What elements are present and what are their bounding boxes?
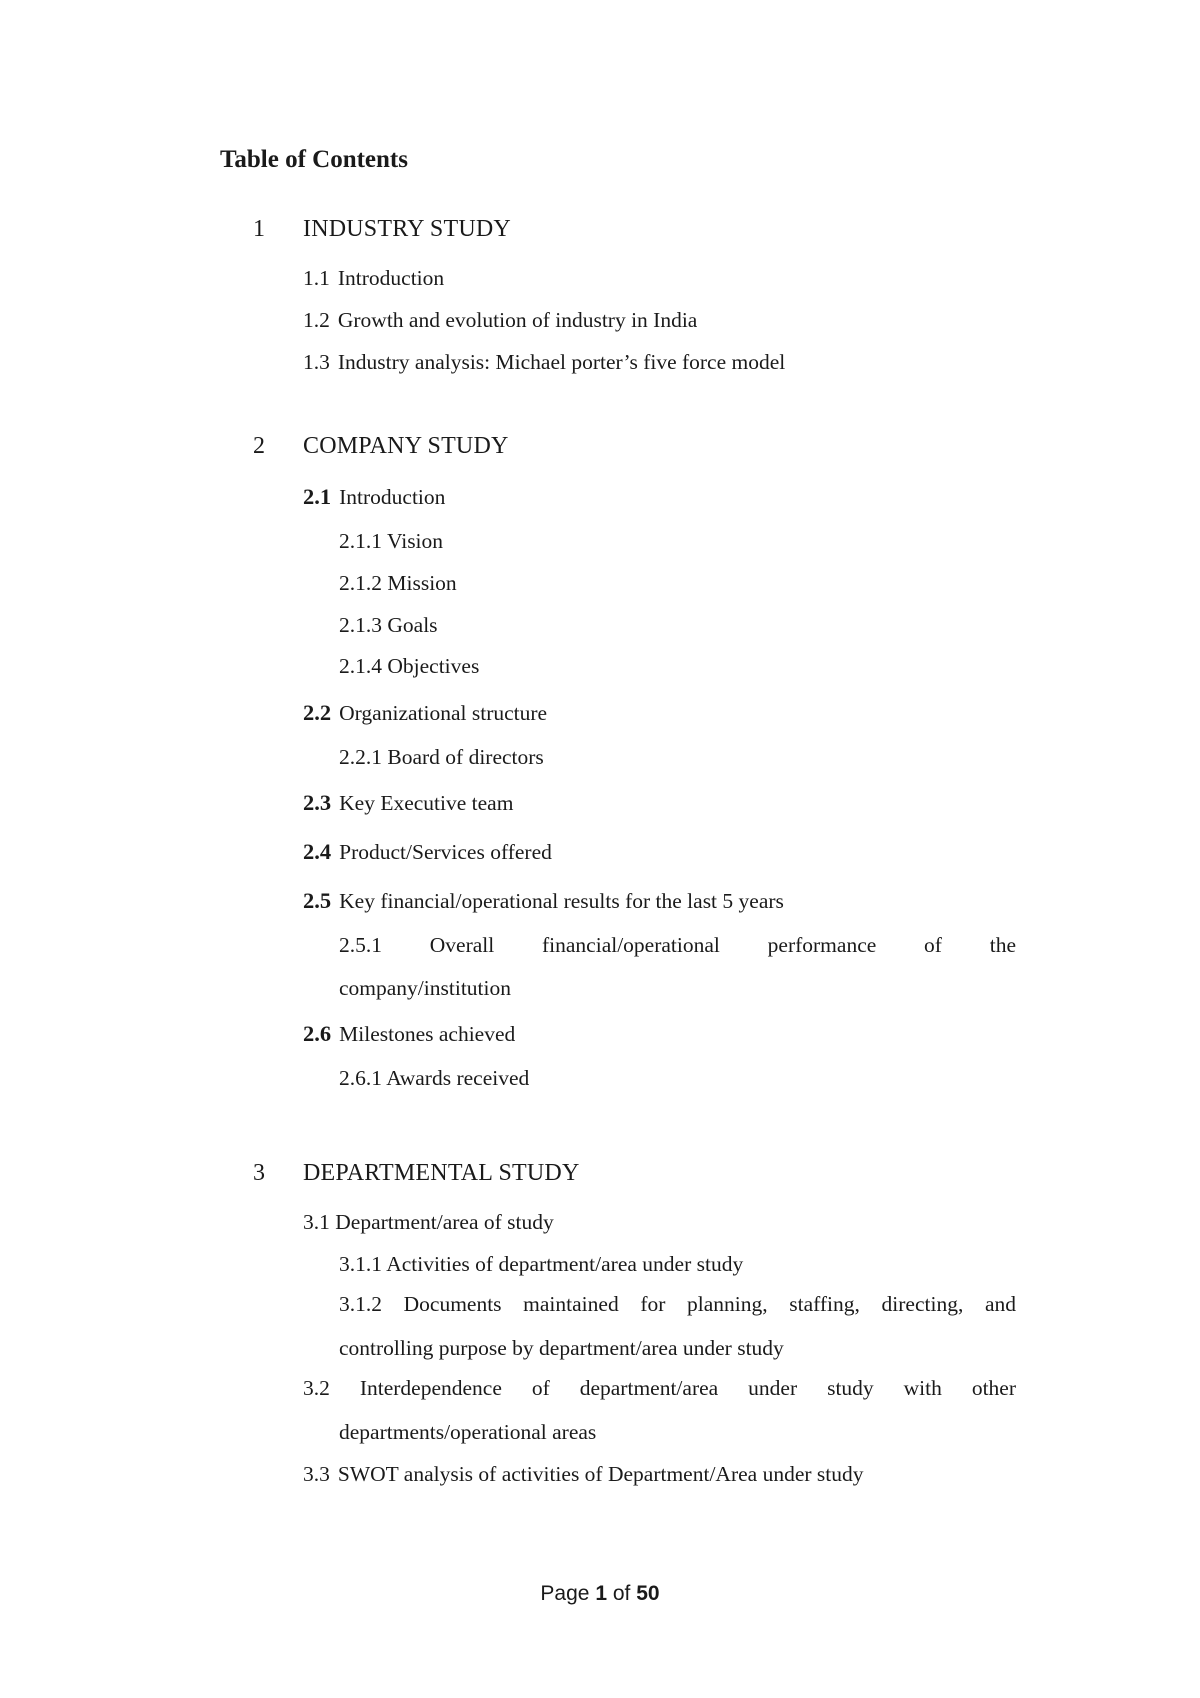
toc-item-2-2 (303, 700, 547, 726)
toc-item-2-1-1: 2.1.1 Vision (339, 529, 444, 553)
toc-item-2-4 (303, 839, 552, 865)
toc-item-2-5-1-line2: company/institution (339, 976, 511, 1000)
item-label: Introduction (339, 485, 446, 509)
toc-item-3-1-2-line1: 3.1.2 Documents maintained for planning, staffing, directing, and (339, 1292, 1016, 1316)
item-label: Growth and evolution of industry in India (337, 308, 698, 332)
section-number: 3 (253, 1160, 266, 1186)
toc-section-3 (253, 1160, 579, 1187)
item-number: 1.2 (303, 308, 330, 332)
toc-item-3-1-2-line2: controlling purpose by department/area under study (339, 1336, 784, 1360)
item-number: 2.1 (303, 484, 332, 509)
section-label: DEPARTMENTAL STUDY (303, 1160, 580, 1186)
item-number: 2.4 (303, 839, 332, 864)
toc-item-1-2 (303, 308, 697, 333)
toc-item-2-2-1: 2.2.1 Board of directors (339, 745, 544, 769)
item-label: Introduction (337, 266, 445, 290)
toc-item-2-1-2: 2.1.2 Mission (339, 571, 457, 595)
page-number-footer (0, 1582, 1200, 1606)
footer-current-page: 1 (595, 1582, 607, 1605)
toc-item-3-1 (303, 1210, 554, 1235)
item-label: 3.1 Department/area of study (303, 1210, 554, 1234)
toc-item-2-1-4: 2.1.4 Objectives (339, 654, 480, 678)
item-label: Key financial/operational results for the last 5 years (339, 889, 784, 913)
item-label: Product/Services offered (339, 840, 552, 864)
toc-section-2 (253, 433, 509, 460)
item-number: 2.6 (303, 1021, 332, 1046)
item-number: 1.1 (303, 266, 330, 290)
item-label: Milestones achieved (339, 1022, 516, 1046)
item-label: SWOT analysis of activities of Department/Area under study (337, 1462, 864, 1486)
toc-item-2-5-1-line1: 2.5.1 Overall financial/operational performance of the (339, 933, 1016, 957)
toc-item-1-1 (303, 266, 444, 291)
toc-item-2-6 (303, 1021, 515, 1047)
toc-item-2-1-3: 2.1.3 Goals (339, 613, 438, 637)
item-number: 2.5 (303, 888, 332, 913)
footer-total-pages: 50 (636, 1582, 660, 1605)
toc-section-1 (253, 216, 511, 243)
toc-item-2-6-1: 2.6.1 Awards received (339, 1066, 530, 1090)
item-label: Key Executive team (339, 791, 514, 815)
section-number: 1 (253, 216, 266, 242)
item-label: Organizational structure (339, 701, 548, 725)
toc-item-2-1 (303, 484, 445, 510)
section-number: 2 (253, 433, 266, 459)
toc-item-1-3 (303, 350, 785, 375)
section-label: INDUSTRY STUDY (303, 216, 511, 242)
section-label: COMPANY STUDY (303, 433, 509, 459)
toc-item-2-3 (303, 790, 513, 816)
toc-item-3-2-line2: departments/operational areas (339, 1420, 597, 1444)
page-title: Table of Contents (220, 146, 408, 173)
item-number: 3.3 (303, 1462, 330, 1486)
footer-prefix: Page (540, 1582, 590, 1605)
item-number: 2.3 (303, 790, 332, 815)
item-number: 2.2 (303, 700, 332, 725)
item-label: Industry analysis: Michael porter’s five force model (337, 350, 786, 374)
toc-item-3-2-line1: 3.2 Interdependence of department/area under study with other (303, 1376, 1016, 1400)
item-number: 1.3 (303, 350, 330, 374)
footer-of: of (612, 1582, 631, 1605)
toc-item-3-1-1: 3.1.1 Activities of department/area under study (339, 1252, 744, 1276)
toc-item-2-5 (303, 888, 784, 914)
toc-item-3-3 (303, 1462, 864, 1487)
